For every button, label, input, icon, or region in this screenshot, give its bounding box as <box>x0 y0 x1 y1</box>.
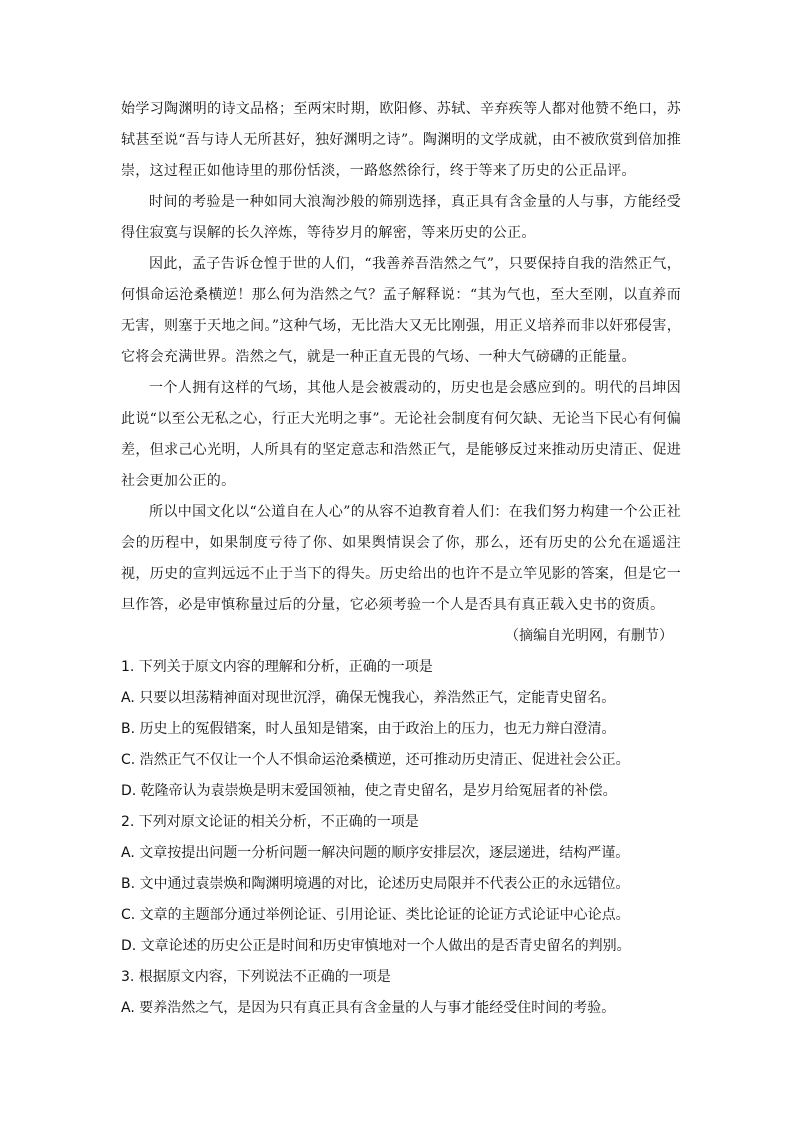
question-stem: 1. 下列关于原文内容的理解和分析，正确的一项是 <box>121 659 433 675</box>
question-option: B. 历史上的冤假错案，时人虽知是错案，由于政治上的压力，也无力辩白澄清。 <box>121 721 616 737</box>
question-option: C. 文章的主题部分通过举例论证、引用论证、类比论证的论证方式论证中心论点。 <box>121 907 630 923</box>
question-option: D. 文章论述的历史公正是时间和历史审慎地对一个人做出的是否青史留名的判别。 <box>121 938 631 954</box>
question-option: A. 只要以坦荡精神面对现世沉浮，确保无愧我心，养浩然正气，定能青史留名。 <box>121 690 616 706</box>
question-option: B. 文中通过袁崇焕和陶渊明境遇的对比，论述历史局限并不代表公正的永远错位。 <box>121 876 630 892</box>
passage-paragraph: 始学习陶渊明的诗文品格；至两宋时期，欧阳修、苏轼、辛弃疾等人都对他赞不绝口，苏轼甚至说“吾与诗人无所甚好，独好渊明之诗”。陶渊明的文学成就，由不被欣赏到倍加推崇，这过程正如他诗里的那份恬淡，一路悠然徐行，终于等来了历史的公正品评。 <box>121 101 681 179</box>
question-option: A. 要养浩然之气，是因为只有真正具有含金量的人与事才能经受住时间的考验。 <box>121 1000 616 1016</box>
passage-paragraph: 时间的考验是一种如同大浪淘沙般的筛别选择，真正具有含金量的人与事，方能经受得住寂寞与误解的长久淬炼，等待岁月的解密，等来历史的公正。 <box>121 194 681 241</box>
passage-paragraph: 因此，孟子告诉仓惶于世的人们，“我善养吾浩然之气”，只要保持自我的浩然正气，何惧命运沧桑横逆！那么何为浩然之气？孟子解释说：“其为气也，至大至刚，以直养而无害，则塞于天地之间。”这种气场，无比浩大又无比刚强，用正义培养而非以奸邪侵害，它将会充满世界。浩然之气，就是一种正直无畏的气场、一种大气磅礴的正能量。 <box>121 256 681 365</box>
source-citation: （摘编自光明网，有删节） <box>505 628 673 644</box>
question-stem: 3. 根据原文内容，下列说法不正确的一项是 <box>121 969 391 985</box>
question-option: A. 文章按提出问题一分析问题一解决问题的顺序安排层次，逐层递进，结构严谨。 <box>121 845 630 861</box>
passage-paragraph: 一个人拥有这样的气场，其他人是会被震动的，历史也是会感应到的。明代的吕坤因此说“以至公无私之心，行正大光明之事”。无论社会制度有何欠缺、无论当下民心有何偏差，但求己心光明，人所具有的坚定意志和浩然正气，是能够反过来推动历史清正、促进社会更加公正的。 <box>121 380 681 489</box>
question-option: C. 浩然正气不仅让一个人不惧命运沧桑横逆，还可推动历史清正、促进社会公正。 <box>121 752 630 768</box>
passage-paragraph: 所以中国文化以“公道自在人心”的从容不迫教育着人们：在我们努力构建一个公正社会的历程中，如果制度亏待了你、如果舆情误会了你，那么，还有历史的公允在遥遥注视，历史的宣判远远不止于当下的得失。历史给出的也许不是立竿见影的答案，但是它一旦作答，必是审慎称量过后的分量，它必须考验一个人是否具有真正载入史书的资质。 <box>121 504 681 613</box>
document-page <box>121 94 681 1024</box>
question-option: D. 乾隆帝认为袁崇焕是明末爱国领袖，使之青史留名，是岁月给冤屈者的补偿。 <box>121 783 617 799</box>
question-stem: 2. 下列对原文论证的相关分析，不正确的一项是 <box>121 814 419 830</box>
